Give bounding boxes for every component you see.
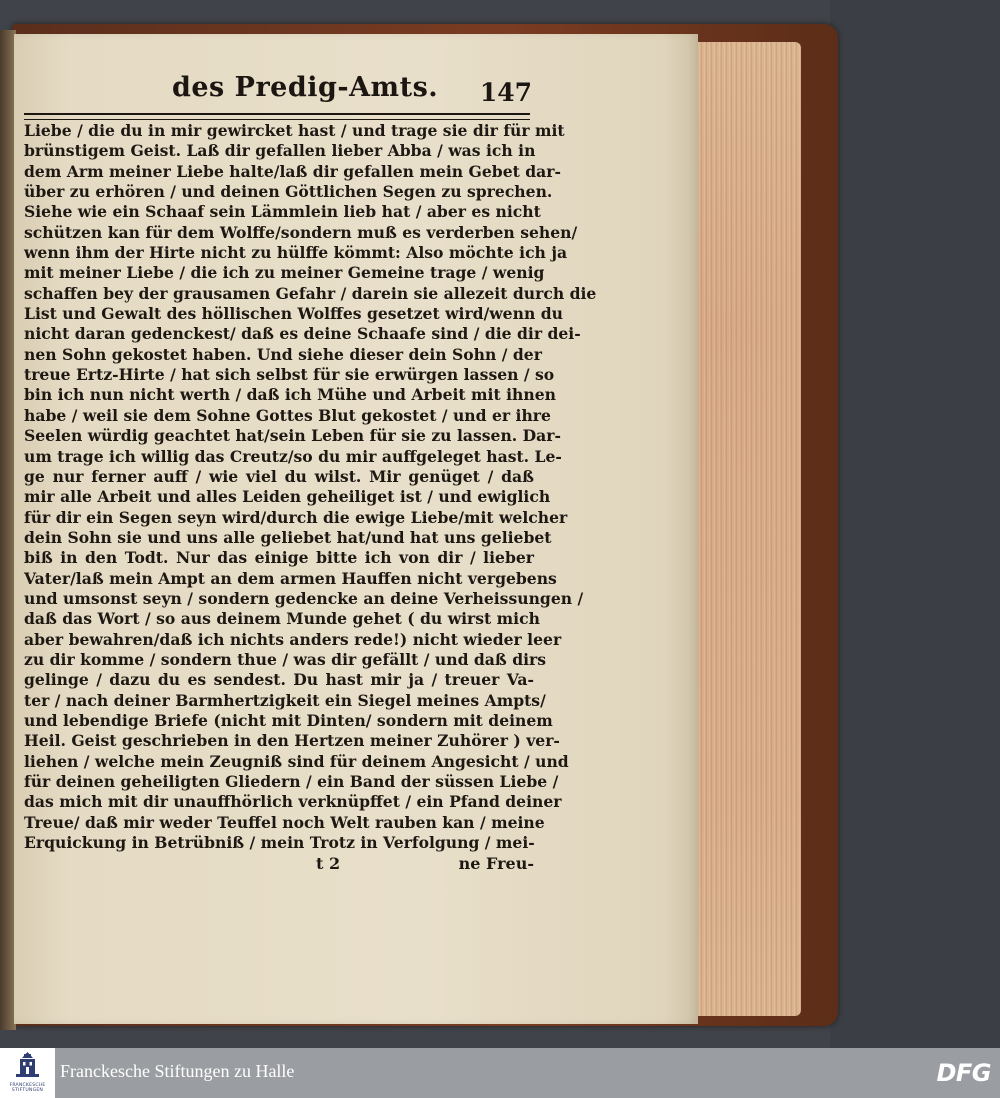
dfg-logo[interactable]: DFG [936,1059,991,1087]
text-line: mit meiner Liebe / die ich zu meiner Gemeine trage / wenig [24,263,545,283]
text-line: biß in den Todt. Nur das einige bitte ich von dir / lieber [24,548,534,568]
body-text [24,121,597,853]
running-title: des Predig-Amts. [172,72,439,103]
text-line: schaffen bey der grausamen Gefahr / darein sie allezeit durch die [24,283,597,303]
text-line: wenn ihm der Hirte nicht zu hülffe kömmt: Also möchte ich ja [24,243,568,263]
text-line: Seelen würdig geachtet hat/sein Leben für sie zu lassen. Dar- [24,426,561,446]
text-line: ter / nach deiner Barmhertzigkeit ein Siegel meines Ampts/ [24,690,546,710]
text-line: gelinge / dazu du es sendest. Du hast mir ja / treuer Va- [24,670,534,690]
logo-caption-line: STIFTUNGEN [11,1088,44,1093]
logo-caption-line: FRANCKESCHE [9,1083,46,1088]
background-right [830,0,1000,1048]
institution-name[interactable]: Franckesche Stiftungen zu Halle [60,1061,295,1081]
text-line: Siehe wie ein Schaaf sein Lämmlein lieb hat / aber es nicht [24,202,541,222]
text-line: ge nur ferner auff / wie viel du wilst. Mir genüget / daß [24,466,534,486]
institution-logo[interactable] [0,1048,55,1098]
text-line: Vater/laß mein Ampt an dem armen Hauffen nicht vergebens [24,568,557,588]
text-line: für dir ein Segen seyn wird/durch die ewige Liebe/mit welcher [24,507,568,527]
page-footer [24,854,534,878]
franckesche-stiftungen-logo-icon [0,1052,55,1082]
text-line: brünstigem Geist. Laß dir gefallen lieber Abba / was ich in [24,141,536,161]
text-line: List und Gewalt des höllischen Wolffes gesetzet wird/wenn du [24,304,563,324]
text-line: nen Sohn gekostet haben. Und siehe dieser dein Sohn / der [24,344,542,364]
text-line: mir alle Arbeit und alles Leiden geheiliget ist / und ewiglich [24,487,551,507]
text-line: nicht daran gedenckest/ daß es deine Schaafe sind / die dir dei- [24,324,581,344]
text-line: Treue/ daß mir weder Teuffel noch Welt rauben kan / meine [24,812,545,832]
book-page-edges [683,42,801,1016]
text-line: für deinen geheiligten Gliedern / ein Band der süssen Liebe / [24,772,559,791]
text-line: treue Ertz-Hirte / hat sich selbst für sie erwürgen lassen / so [24,365,555,385]
text-line: und lebendige Briefe (nicht mit Dinten/ sondern mit deinem [24,710,553,730]
page-header [172,72,532,112]
text-line: aber bewahren/daß ich nichts anders rede!) nicht wieder leer [24,629,562,649]
text-line: dein Sohn sie und uns alle geliebet hat/und hat uns geliebet [24,527,552,547]
text-line: Heil. Geist geschrieben in den Hertzen meiner Zuhörer ) ver- [24,731,560,751]
header-rule [24,113,530,120]
text-line: bin ich nun nicht werth / daß ich Mühe und Arbeit mit ihnen [24,385,556,405]
text-line: liehen / welche mein Zeugniß sind für deinem Angesicht / und [24,751,569,771]
text-line: Liebe / die du in mir gewircket hast / und trage sie dir für mit [24,121,565,140]
text-line: schützen kan für dem Wolffe/sondern muß es verderben sehen/ [24,222,578,242]
text-line: zu dir komme / sondern thue / was dir gefällt / und daß dirs [24,649,547,669]
page-number: 147 [479,78,532,107]
text-line: Erquickung in Betrübniß / mein Trotz in Verfolgung / mei- [24,833,535,853]
text-line: und umsonst seyn / sondern gedencke an deine Verheissungen / [24,588,584,608]
text-line: habe / weil sie dem Sohne Gottes Blut gekostet / und er ihre [24,405,551,425]
text-line: das mich mit dir unauffhörlich verknüpffet / ein Pfand deiner [24,792,562,812]
signature-mark: t 2 [316,854,341,873]
viewer-footer-bar [0,1048,1000,1098]
logo-caption [0,1083,55,1093]
text-line: über zu erhören / und deinen Göttlichen Segen zu sprechen. [24,182,553,202]
text-line: um trage ich willig das Creutz/so du mir auffgeleget hast. Le- [24,446,562,466]
text-line: dem Arm meiner Liebe halte/laß dir gefallen mein Gebet dar- [24,161,561,181]
text-line: daß das Wort / so aus deinem Munde gehet ( du wirst mich [24,609,540,629]
catchword: ne Freu- [458,854,534,873]
